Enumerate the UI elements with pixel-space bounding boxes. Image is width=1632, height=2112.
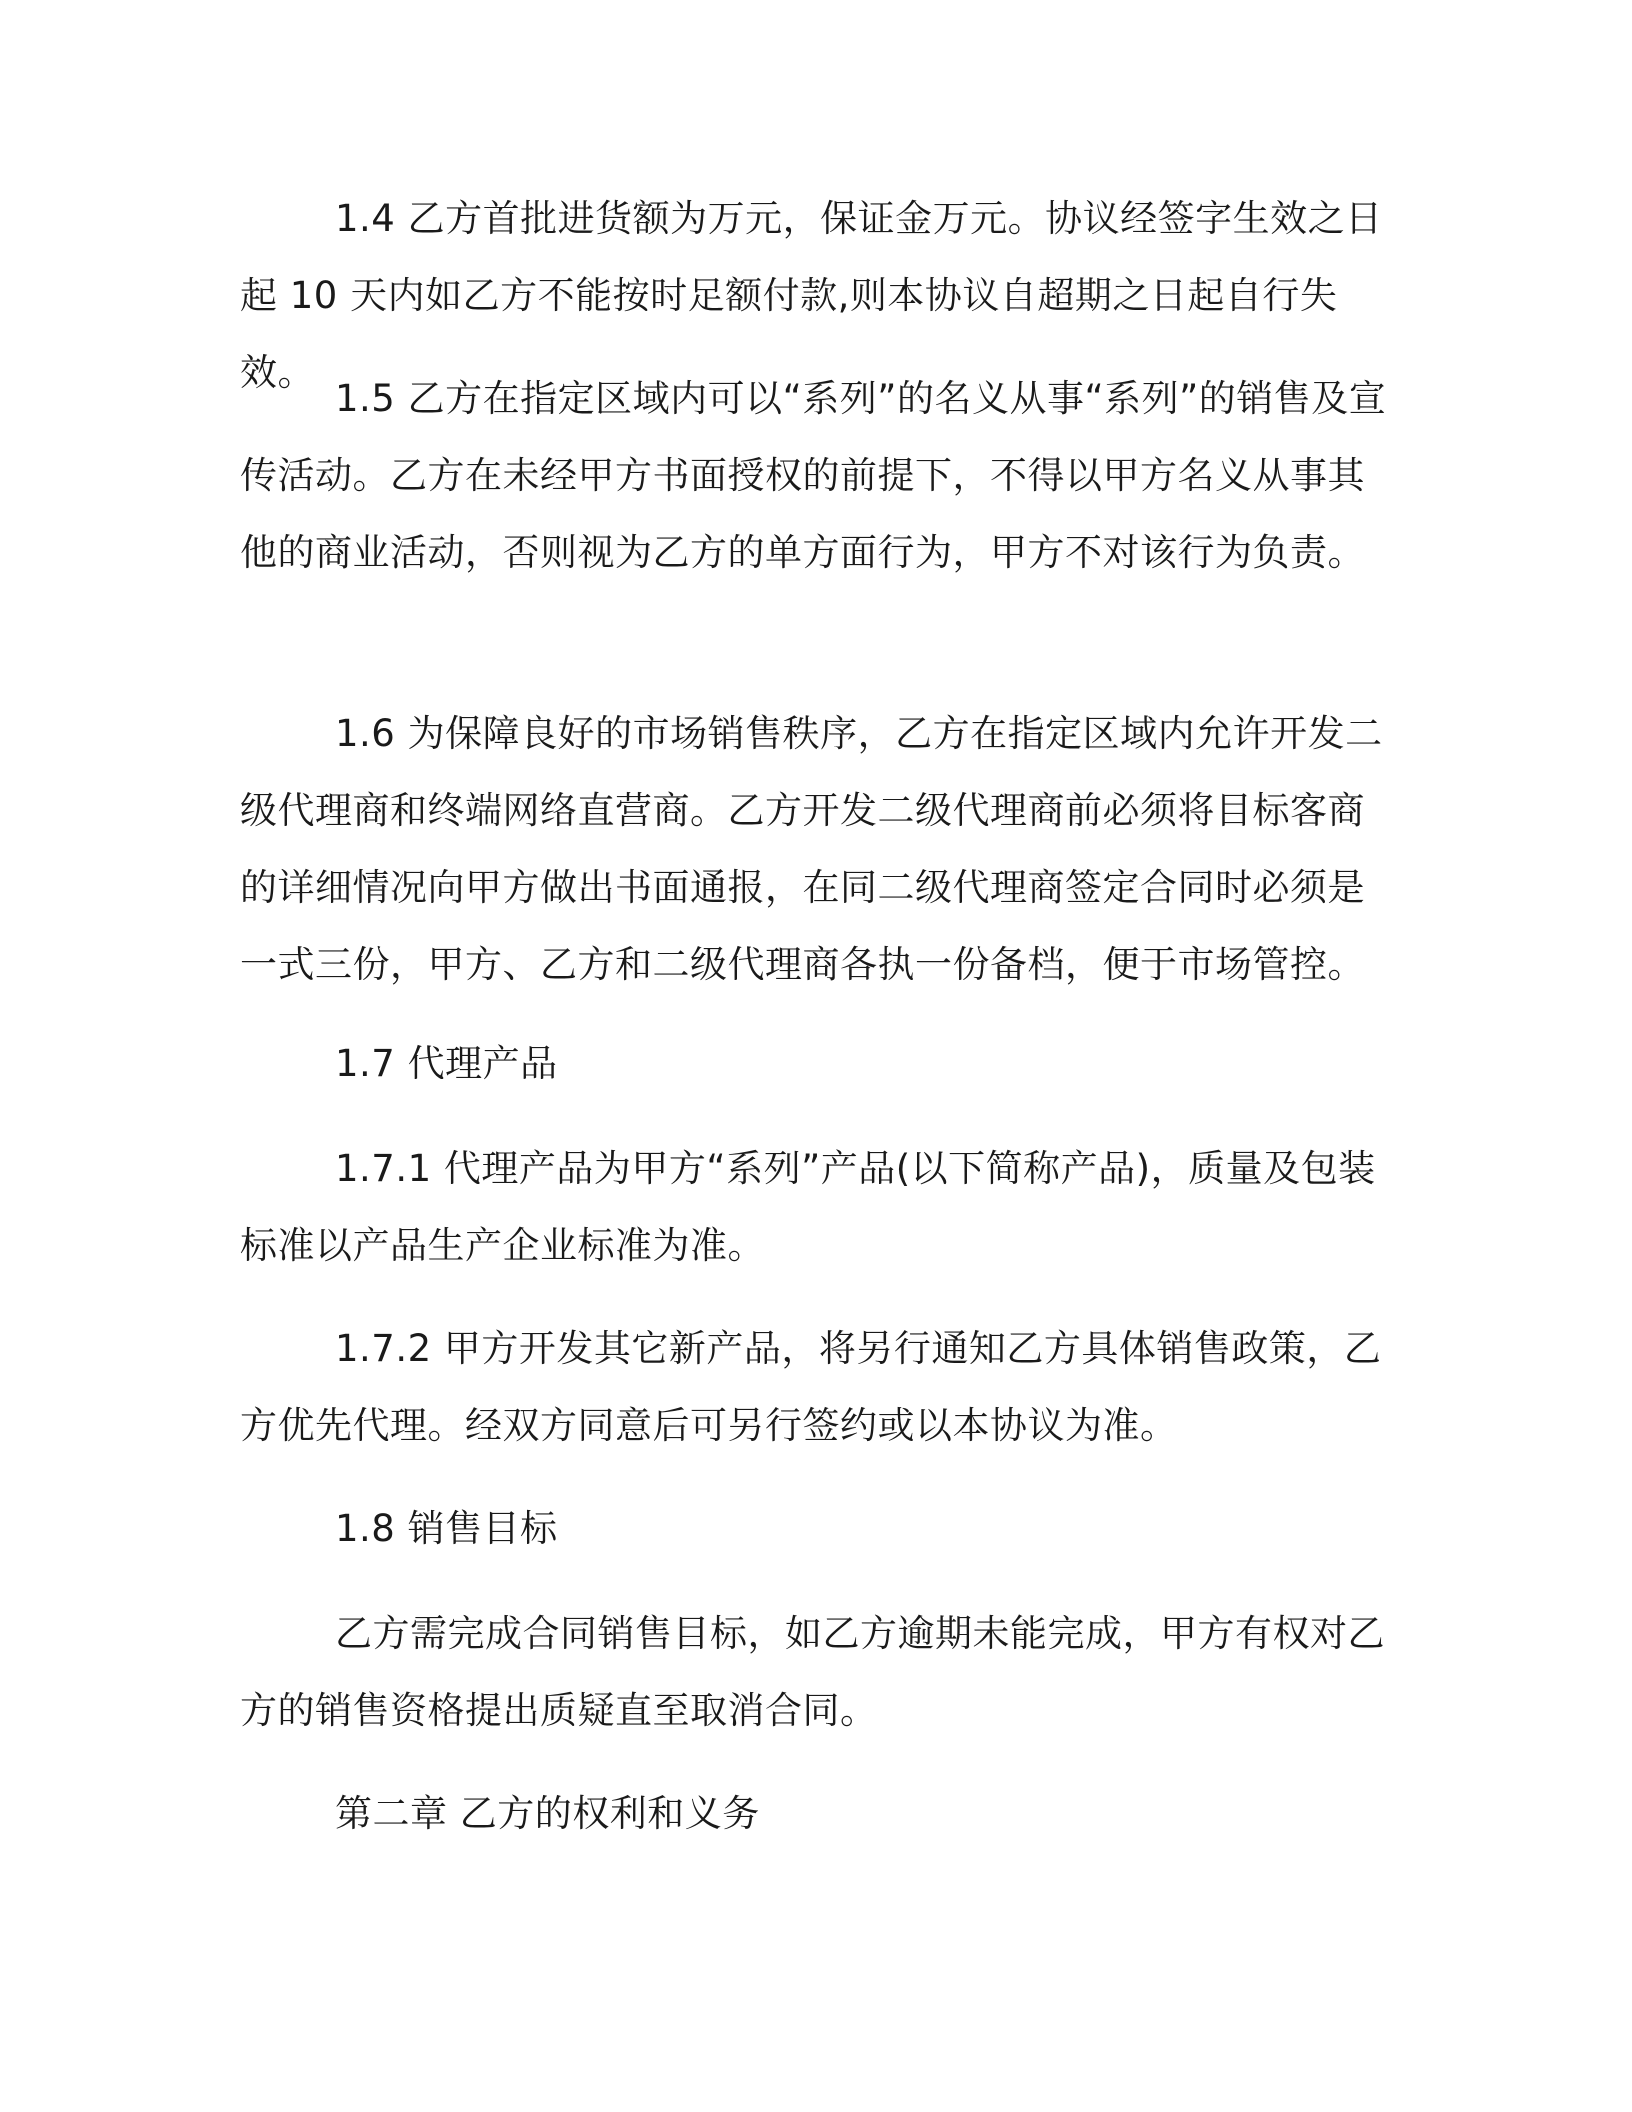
clause-1-8-body: 乙方需完成合同销售目标，如乙方逾期未能完成，甲方有权对乙方的销售资格提出质疑直至取消合同。	[240, 1612, 1385, 1732]
clause-1-8-heading: 1.8 销售目标	[335, 1507, 558, 1550]
chapter-2-heading: 第二章 乙方的权利和义务	[335, 1792, 760, 1835]
clause-1-6: 1.6 为保障良好的市场销售秩序，乙方在指定区域内允许开发二级代理商和终端网络直营商。乙方开发二级代理商前必须将目标客商的详细情况向甲方做出书面通报，在同二级代理商签定合同时必须是一式三份，甲方、乙方和二级代理商各执一份备档，便于市场管控。	[240, 712, 1383, 986]
clause-1-7-2: 1.7.2 甲方开发其它新产品，将另行通知乙方具体销售政策，乙方优先代理。经双方同意后可另行签约或以本协议为准。	[240, 1327, 1382, 1447]
clause-1-7-heading: 1.7 代理产品	[335, 1042, 558, 1085]
clause-1-4: 1.4 乙方首批进货额为万元，保证金万元。协议经签字生效之日起 10 天内如乙方不能按时足额付款,则本协议自超期之日起自行失效。	[240, 197, 1383, 394]
clause-1-7-1: 1.7.1 代理产品为甲方“系列”产品(以下简称产品)，质量及包装标准以产品生产企业标准为准。	[240, 1147, 1376, 1267]
clause-1-5: 1.5 乙方在指定区域内可以“系列”的名义从事“系列”的销售及宣传活动。乙方在未经甲方书面授权的前提下，不得以甲方名义从事其他的商业活动，否则视为乙方的单方面行为，甲方不对该行为负责。	[240, 377, 1387, 574]
